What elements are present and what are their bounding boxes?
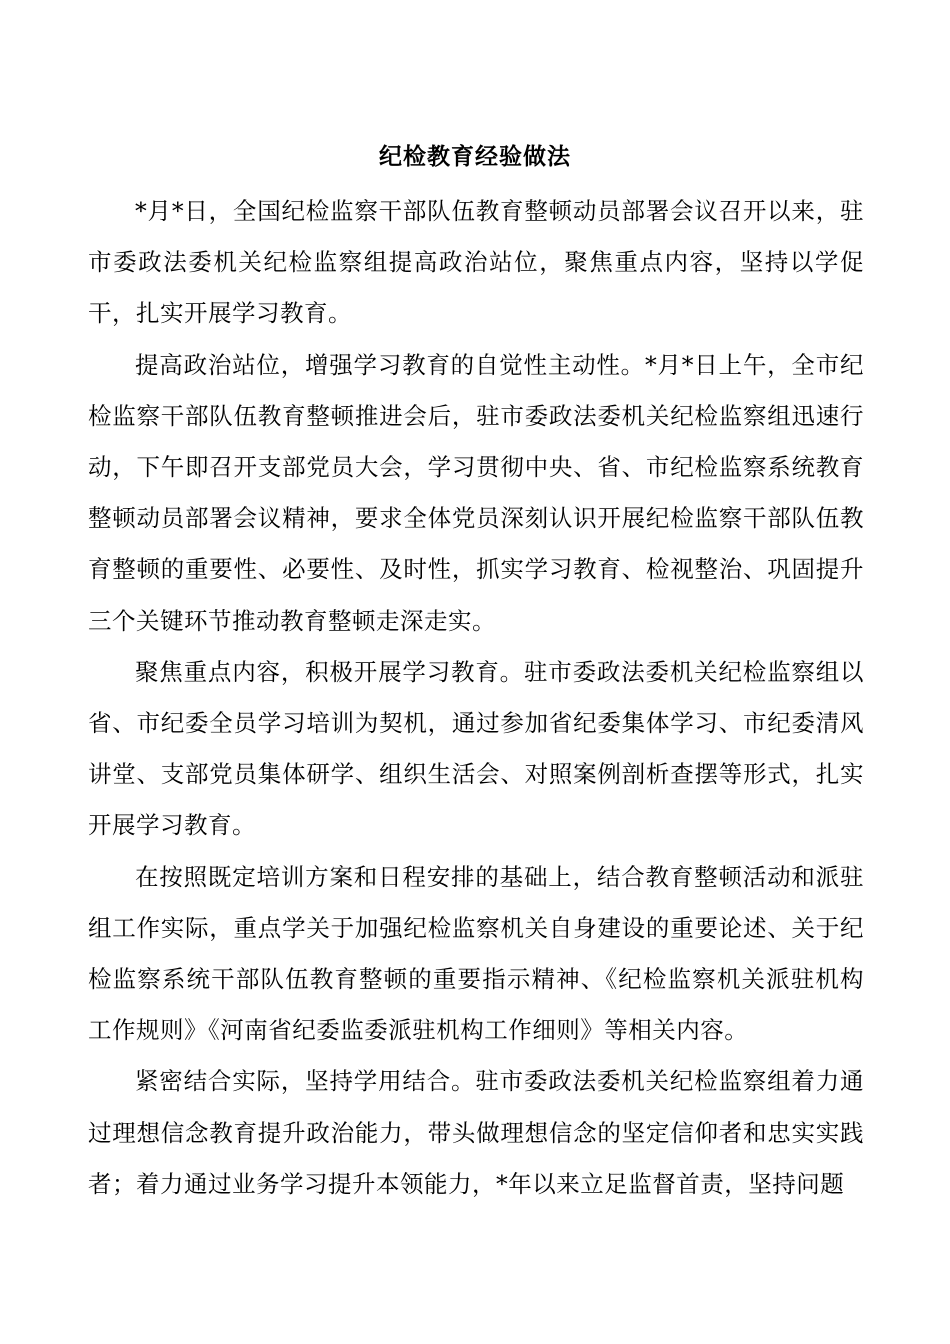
document-title: 纪检教育经验做法	[379, 143, 571, 170]
document-body	[88, 186, 864, 1210]
paragraph-2: 提高政治站位，增强学习教育的自觉性主动性。*月*日上午，全市纪检监察干部队伍教育整顿推进会后，驻市委政法委机关纪检监察组迅速行动，下午即召开支部党员大会，学习贯彻中央、省、市纪检监察系统教育整顿动员部署会议精神，要求全体党员深刻认识开展纪检监察干部队伍教育整顿的重要性、必要性、及时性，抓实学习教育、检视整治、巩固提升三个关键环节推动教育整顿走深走实。	[88, 350, 864, 635]
paragraph-1: *月*日，全国纪检监察干部队伍教育整顿动员部署会议召开以来，驻市委政法委机关纪检监察组提高政治站位，聚焦重点内容，坚持以学促干，扎实开展学习教育。	[88, 197, 864, 328]
paragraph-3: 聚焦重点内容，积极开展学习教育。驻市委政法委机关纪检监察组以省、市纪委全员学习培训为契机，通过参加省纪委集体学习、市纪委清风讲堂、支部党员集体研学、组织生活会、对照案例剖析查摆等形式，扎实开展学习教育。	[88, 657, 864, 840]
paragraph-4: 在按照既定培训方案和日程安排的基础上，结合教育整顿活动和派驻组工作实际，重点学关于加强纪检监察机关自身建设的重要论述、关于纪检监察系统干部队伍教育整顿的重要指示精神、《纪检监察机关派驻机构工作规则》《河南省纪委监委派驻机构工作细则》等相关内容。	[88, 862, 864, 1045]
paragraph-5: 紧密结合实际，坚持学用结合。驻市委政法委机关纪检监察组着力通过理想信念教育提升政治能力，带头做理想信念的坚定信仰者和忠实实践者；着力通过业务学习提升本领能力，*年以来立足监督首责，坚持问题	[88, 1067, 864, 1198]
